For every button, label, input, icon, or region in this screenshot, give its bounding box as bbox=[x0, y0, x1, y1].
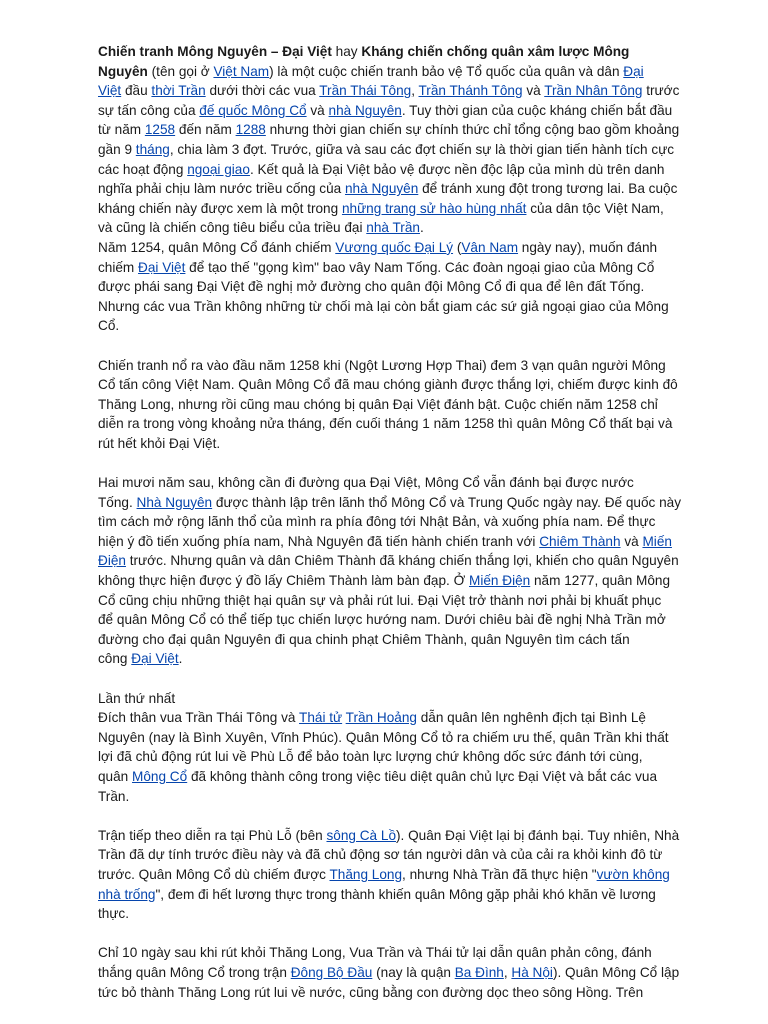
text-line bbox=[98, 845, 678, 865]
link-thang-long[interactable]: Thăng Long bbox=[329, 866, 403, 882]
text-run: năm 1277, quân Mông bbox=[530, 573, 671, 589]
link-vuong-quoc-dai-ly[interactable]: Vương quốc Đại Lý bbox=[335, 239, 454, 255]
text-run: Trần. bbox=[98, 788, 130, 804]
text-run: , bbox=[411, 83, 419, 99]
text-line bbox=[98, 42, 678, 62]
link-mien-dien[interactable]: Miến Điện bbox=[469, 573, 531, 589]
text-run: thực. bbox=[98, 906, 130, 922]
text-run: và bbox=[522, 83, 545, 99]
text-line bbox=[98, 708, 678, 728]
text-line bbox=[98, 395, 678, 415]
text-line bbox=[98, 865, 678, 885]
link-tran-thai-tong[interactable]: Trần Thái Tông bbox=[319, 83, 412, 99]
link-nha-nguyen[interactable]: nhà Nguyên bbox=[328, 102, 402, 118]
bold-title: Chiến tranh Mông Nguyên – Đại Việt bbox=[98, 44, 332, 59]
text-run: chiếm bbox=[98, 259, 139, 275]
text-line bbox=[98, 943, 678, 963]
text-line bbox=[98, 551, 678, 571]
text-line bbox=[98, 414, 678, 434]
text-run: Tống. bbox=[98, 494, 137, 510]
text-run: . Kết quả là Đại Việt bảo vệ được nền độc lập của mình dù trên danh bbox=[249, 161, 665, 177]
text-line bbox=[98, 747, 678, 767]
text-run: không thực hiện được ý đồ lấy Chiêm Thành làm bàn đạp. Ở bbox=[98, 573, 470, 589]
text-run: đầu bbox=[121, 83, 152, 99]
text-line bbox=[98, 101, 678, 121]
text-run: , bbox=[503, 964, 512, 980]
text-run: Nguyên (nay là Bình Xuyên, Vĩnh Phúc). Quân Mông Cổ tỏ ra chiếm ưu thế, quân Trần khi thất bbox=[98, 729, 669, 745]
text-run: và bbox=[620, 533, 643, 549]
link-dai-viet[interactable]: Đại Việt bbox=[131, 651, 179, 667]
text-line bbox=[98, 199, 678, 219]
text-line bbox=[98, 630, 678, 650]
link-chiem-thanh[interactable]: Chiêm Thành bbox=[539, 533, 621, 549]
link-nhung-trang-su-hao-hung-nhat[interactable]: những trang sử hào hùng nhất bbox=[341, 200, 527, 216]
text-run: gần 9 bbox=[98, 141, 136, 157]
text-line bbox=[98, 81, 678, 101]
link-thang[interactable]: tháng bbox=[135, 141, 170, 157]
link-tran-hoang[interactable]: Trần Hoảng bbox=[345, 710, 417, 726]
text-run: Trận tiếp theo diễn ra tại Phù Lỗ (bên bbox=[98, 827, 327, 843]
link-van-nam[interactable]: Vân Nam bbox=[461, 239, 519, 255]
text-line bbox=[98, 277, 678, 297]
text-run: ngày nay), muốn đánh bbox=[518, 239, 658, 255]
text-run: được phái sang Đại Việt đề nghị mở đường cho quân đội Mông Cổ đi qua để lên đất Tống. bbox=[98, 279, 645, 295]
text-line bbox=[98, 493, 682, 513]
link-mien[interactable]: Miến bbox=[642, 533, 672, 549]
text-line bbox=[98, 904, 678, 924]
text-run: ). Quân Mông Cổ lập bbox=[552, 964, 680, 980]
text-line bbox=[98, 140, 678, 160]
text-run: Chỉ 10 ngày sau khi rút khỏi Thăng Long, Vua Trần và Thái tử lại dẫn quân phản công, đánh bbox=[98, 945, 652, 961]
text-run: từ năm bbox=[98, 122, 145, 138]
text-run: Trần đã dự tính trước điều này và đã chủ động sơ tán người dân và của cải ra khỏi kinh đô từ bbox=[98, 847, 663, 863]
text-run: Lần thứ nhất bbox=[98, 690, 176, 706]
text-line bbox=[98, 120, 678, 140]
text-run: Nhưng các vua Trần không những từ chối mà lại còn bắt giam các sứ giả ngoại giao của Mông bbox=[98, 298, 669, 314]
text-line bbox=[98, 512, 678, 532]
text-run: dưới thời các vua bbox=[205, 83, 320, 99]
text-run: sự tấn công của bbox=[98, 102, 200, 118]
text-run: lợi đã chủ động rút lui về Phù Lỗ để bảo toàn lực lượng chứ không dốc sức đánh tới cùng, bbox=[98, 749, 643, 765]
text-run: Chiến tranh Mông Nguyên – Đại Việt hay Kháng chiến chống quân xâm lược Mông bbox=[98, 44, 630, 59]
text-run: ( bbox=[453, 239, 462, 255]
text-run: trước bbox=[642, 83, 680, 99]
text-line bbox=[98, 787, 678, 807]
link-song-ca-lo[interactable]: sông Cà Lồ bbox=[326, 827, 397, 843]
article-body bbox=[98, 42, 682, 1002]
text-line bbox=[98, 767, 678, 787]
text-run: , chia làm 3 đợt. Trước, giữa và sau các đợt chiến sự là thời gian tiến hành tích cực bbox=[169, 141, 675, 157]
text-run: kháng chiến này được xem là một trong bbox=[98, 200, 342, 216]
text-line bbox=[98, 963, 678, 983]
text-line bbox=[98, 297, 678, 317]
text-line bbox=[98, 62, 678, 82]
text-run: và cũng là chiến công tiêu biểu của triều đại bbox=[98, 220, 367, 236]
text-run: ) là một cuộc chiến tranh bảo vệ Tổ quốc của quân và dân bbox=[269, 63, 624, 79]
text-run: của dân tộc Việt Nam, bbox=[526, 200, 664, 216]
text-line bbox=[98, 728, 678, 748]
text-line bbox=[98, 689, 678, 709]
text-run: tìm cách mở rộng lãnh thổ của mình ra phía đông tới Nhật Bản, và xuống phía nam. Để thực bbox=[98, 514, 656, 530]
text-run: . bbox=[178, 651, 183, 667]
text-run: rút hết khỏi Đại Việt. bbox=[98, 435, 221, 451]
text-line bbox=[98, 375, 678, 395]
text-line bbox=[98, 179, 678, 199]
text-line bbox=[98, 649, 678, 669]
text-run: Chiến tranh nổ ra vào đầu năm 1258 khi (Ngột Lương Hợp Thai) đem 3 vạn quân người Mông bbox=[98, 357, 666, 373]
text-run: , nhưng Nhà Trần đã thực hiện " bbox=[402, 866, 597, 882]
text-run: Đích thân vua Trần Thái Tông và bbox=[98, 710, 300, 726]
link-nha-tran[interactable]: nhà Trần bbox=[366, 220, 420, 236]
link-vuon-khong[interactable]: vườn không bbox=[596, 866, 670, 882]
text-run: thắng quân Mông Cổ trong trận bbox=[98, 964, 291, 980]
text-run: để tạo thế "gọng kìm" bao vây Nam Tống. Các đoàn ngoại giao của Mông Cổ bbox=[185, 259, 655, 275]
text-run: quân bbox=[98, 768, 133, 784]
text-run: đường cho đại quân Nguyên đi qua chinh phạt Chiêm Thành, quân Nguyên tìm cách tấn bbox=[98, 631, 630, 647]
text-run: Cổ tấn công Việt Nam. Quân Mông Cổ đã mau chóng giành được thắng lợi, chiếm được kinh đô bbox=[98, 377, 678, 393]
text-line bbox=[98, 591, 678, 611]
bold-title: Kháng chiến chống quân xâm lược Mông bbox=[361, 44, 630, 59]
text-run: đến năm bbox=[175, 122, 236, 138]
text-line bbox=[98, 218, 678, 238]
bold-title: Nguyên bbox=[98, 63, 148, 79]
link-dien[interactable]: Điện bbox=[98, 553, 126, 569]
text-run: hiện ý đồ tiến xuống phía nam, Nhà Nguyên đã tiến hành chiến tranh với bbox=[98, 533, 540, 549]
link-nha-nguyen[interactable]: Nhà Nguyên bbox=[136, 494, 213, 510]
link-1288[interactable]: 1288 bbox=[235, 122, 266, 138]
text-line bbox=[98, 160, 678, 180]
link-dai-viet[interactable]: Đại Việt bbox=[138, 259, 186, 275]
text-line bbox=[98, 571, 678, 591]
text-run: Năm 1254, quân Mông Cổ đánh chiếm bbox=[98, 239, 336, 255]
text-line bbox=[98, 885, 678, 905]
link-thai-tu[interactable]: Thái tử bbox=[299, 710, 343, 726]
link-ba-dinh[interactable]: Ba Đình bbox=[454, 964, 504, 980]
link-1258[interactable]: 1258 bbox=[144, 122, 176, 138]
link-viet[interactable]: Việt bbox=[98, 83, 122, 99]
text-run: Hai mươi năm sau, không cần đi đường qua Đại Việt, Mông Cổ vẫn đánh bại được nước bbox=[98, 475, 634, 491]
text-run: . Tuy thời gian của cuộc kháng chiến bắt đầu bbox=[401, 102, 673, 118]
link-nha-trong[interactable]: nhà trống bbox=[98, 886, 156, 902]
text-line bbox=[98, 258, 678, 278]
link-thoi-tran[interactable]: thời Trần bbox=[151, 83, 206, 99]
text-line bbox=[98, 473, 678, 493]
link-mong-co[interactable]: Mông Cổ bbox=[132, 768, 188, 784]
link-tran-thanh-tong[interactable]: Trần Thánh Tông bbox=[418, 83, 523, 99]
link-ngoai-giao[interactable]: ngoại giao bbox=[187, 161, 250, 177]
text-run: Nguyên (tên gọi ở bbox=[98, 63, 214, 79]
text-run: nghĩa phải chịu làm nước triều cống của bbox=[98, 181, 345, 197]
text-run: công bbox=[98, 651, 132, 667]
text-line bbox=[98, 532, 678, 552]
text-run: đã không thành công trong việc tiêu diệt quân chủ lực Đại Việt và bắt các vua bbox=[187, 768, 658, 784]
text-line bbox=[98, 316, 678, 336]
text-run: trước. Quân Mông Cổ dù chiếm được bbox=[98, 866, 330, 882]
text-run: để quân Mông Cổ có thể tiếp tục chiến lược hướng nam. Dưới chiêu bài đề nghị Nhà Trần mở bbox=[98, 612, 666, 628]
text-run: tức bỏ thành Thăng Long rút lui về nước, cũng bằng con đường dọc theo sông Hồng. Trên bbox=[98, 984, 644, 1000]
text-run: Cổ. bbox=[98, 318, 120, 334]
link-ha-noi[interactable]: Hà Nội bbox=[511, 964, 553, 980]
link-dai[interactable]: Đại bbox=[623, 63, 644, 79]
text-run: ). Quân Đại Việt lại bị đánh bại. Tuy nhiên, Nhà bbox=[396, 827, 680, 843]
text-run: được thành lập trên lãnh thổ Mông Cổ và Trung Quốc ngày nay. Đế quốc này bbox=[212, 494, 682, 510]
text-line bbox=[98, 434, 678, 454]
text-run: dẫn quân lên nghênh địch tại Bình Lệ bbox=[416, 710, 646, 726]
text-run: các hoạt động bbox=[98, 161, 188, 177]
text-run: . bbox=[419, 220, 424, 236]
text-line bbox=[98, 826, 678, 846]
text-run: trước. Nhưng quân và dân Chiêm Thành đã kháng chiến thắng lợi, khiến cho quân Nguyên bbox=[125, 553, 679, 569]
text-run: để tránh xung đột trong tương lai. Ba cuộc bbox=[418, 181, 678, 197]
link-de-quoc-mong-co[interactable]: đế quốc Mông Cổ bbox=[199, 102, 307, 118]
link-tran-nhan-tong[interactable]: Trần Nhân Tông bbox=[544, 83, 643, 99]
text-line bbox=[98, 356, 678, 376]
text-run: Thăng Long, nhưng rồi cũng mau chóng bị quân Đại Việt đánh bật. Cuộc chiến năm 1258 chỉ bbox=[98, 396, 658, 412]
text-run: ", đem đi hết lương thực trong thành khiến quân Mông gặp phải khó khăn về lương bbox=[155, 886, 656, 902]
link-viet-nam[interactable]: Việt Nam bbox=[213, 63, 270, 79]
text-run: Cổ cũng chịu những thiệt hại quân sự và phải rút lui. Đại Việt trở thành nơi phải bị khuất phục bbox=[98, 592, 662, 608]
link-nha-nguyen[interactable]: nhà Nguyên bbox=[344, 181, 419, 197]
text-run: nhưng thời gian chiến sự chính thức chỉ tổng cộng bao gồm khoảng bbox=[265, 122, 680, 138]
text-line bbox=[98, 983, 678, 1003]
text-run: (nay là quận bbox=[372, 964, 455, 980]
text-run: và bbox=[306, 102, 329, 118]
link-dong-bo-dau[interactable]: Đông Bộ Đầu bbox=[290, 964, 373, 980]
text-run: diễn ra trong vòng khoảng nửa tháng, đến cuối tháng 1 năm 1258 thì quân Mông Cổ thất bại và bbox=[98, 416, 673, 432]
text-line bbox=[98, 238, 678, 258]
text-line bbox=[98, 610, 678, 630]
